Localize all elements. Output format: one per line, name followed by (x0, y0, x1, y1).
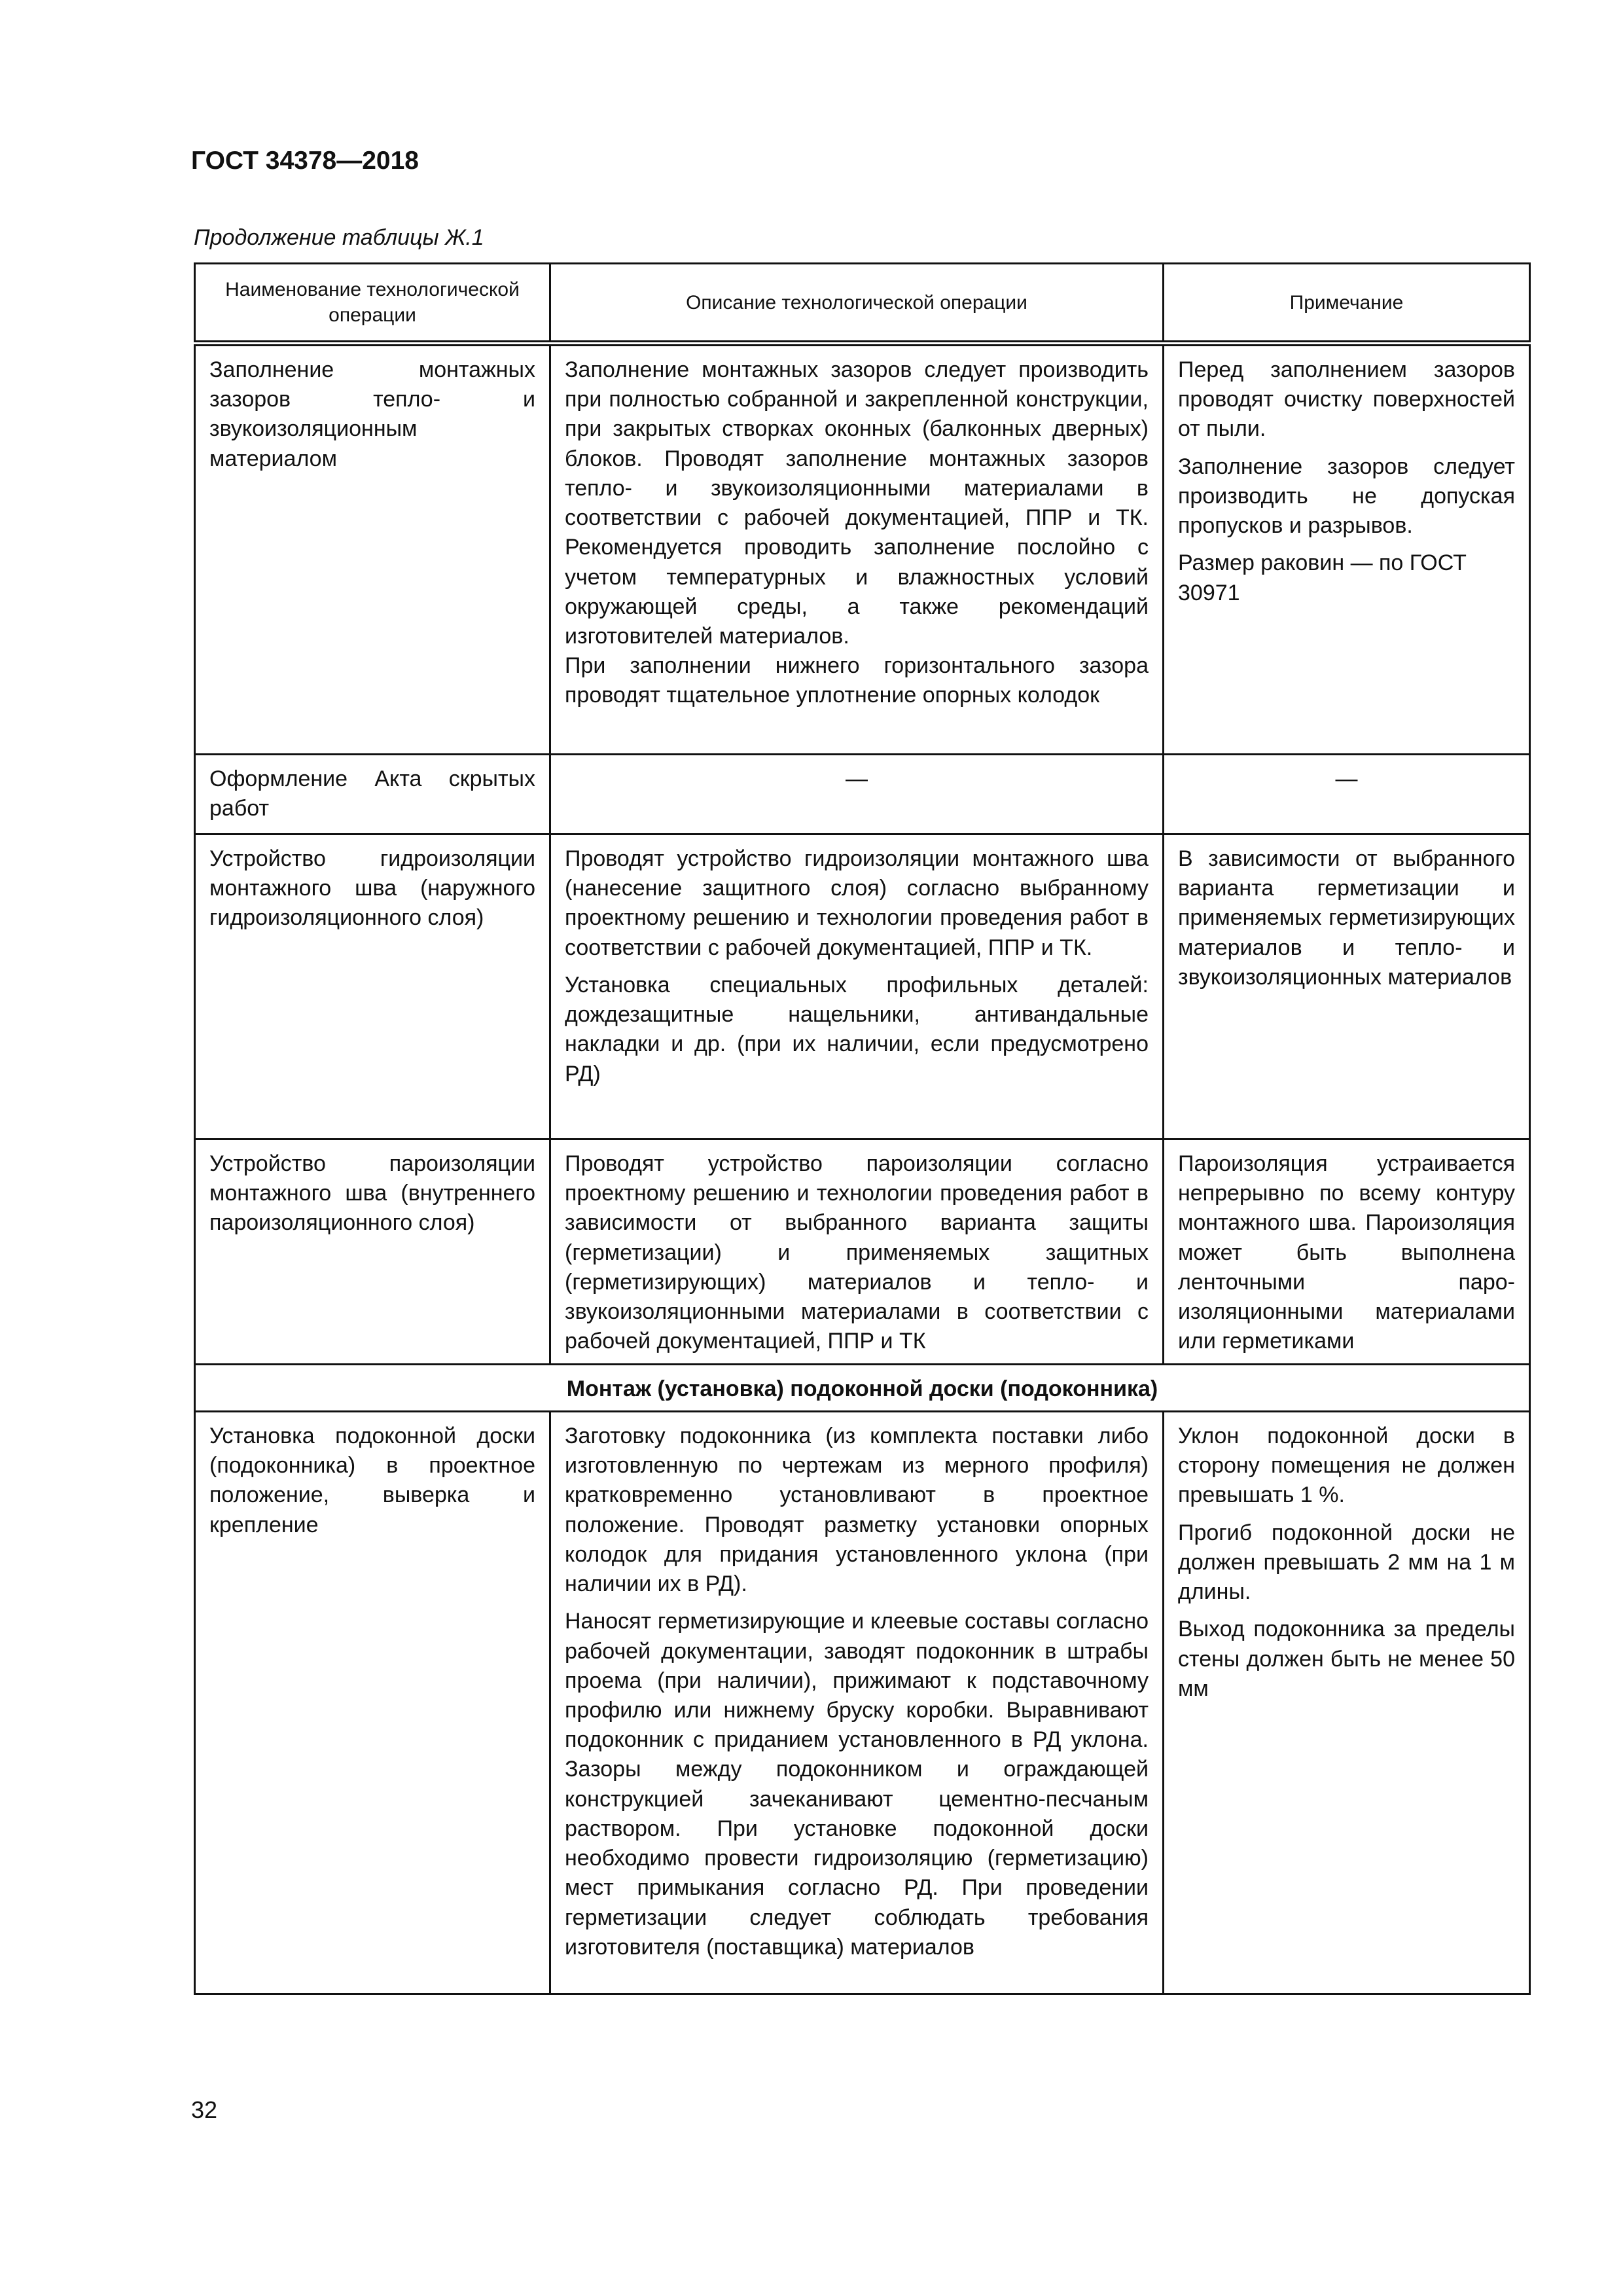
operations-table (194, 262, 1531, 1995)
operation-notes-cell: В зависимости от выбранного варианта герметизации и применяемых герметизирующих материалов и тепло- и звукоизоляционных материалов (1164, 834, 1530, 1139)
operation-name-cell: Устройство гидроизоляции монтажного шва (наружного гидроизоляционного слоя) (195, 834, 550, 1139)
operation-notes-cell: — (1164, 755, 1530, 834)
table-caption: Продолжение таблицы Ж.1 (194, 225, 484, 250)
column-header-notes: Примечание (1164, 264, 1530, 344)
column-header-description: Описание технологической операции (550, 264, 1164, 344)
table-header-row (195, 264, 1530, 344)
operation-notes-cell: Уклон подоконной доски в сторону помещения не должен превышать 1 %. Прогиб подоконной доски не должен превышать 2 мм на 1 м длины. Выход подоконника за пределы стены должен быть не менее 50 мм (1164, 1412, 1530, 1994)
table-row (195, 834, 1530, 1139)
operation-name-cell: Заполнение монтажных зазоров тепло- и звукоизоляционным материалом (195, 344, 550, 755)
operation-description-cell: — (550, 755, 1164, 834)
table-row (195, 1139, 1530, 1365)
operation-notes-cell: Пароизоляция устраивается непрерывно по всему контуру монтажного шва. Пароизоляция может быть выполнена ленточными паро-изоляционными материалами или герметиками (1164, 1139, 1530, 1365)
page-number: 32 (191, 2096, 218, 2123)
operation-name-cell: Оформление Акта скрытых работ (195, 755, 550, 834)
column-header-name: Наименование технологической операции (195, 264, 550, 344)
table-row (195, 755, 1530, 834)
operation-description-cell: Проводят устройство гидроизоляции монтажного шва (нанесение защитного слоя) согласно выбранному проектному решению и технологии проведения работ в соответствии с рабочей документацией, ППР и ТК. Установка специальных профильных деталей: дождезащитные нащельники, антивандальные накладки и др. (при их наличии, если предусмотрено РД) (550, 834, 1164, 1139)
table-row (195, 1412, 1530, 1994)
operation-notes-cell: Перед заполнением зазоров проводят очистку поверхностей от пыли. Заполнение зазоров следует производить не допуская пропусков и разрывов. Размер раковин — по ГОСТ 30971 (1164, 344, 1530, 755)
operation-name-cell: Установка подоконной доски (подоконника) в проектное положение, выверка и крепление (195, 1412, 550, 1994)
operation-name-cell: Устройство пароизоляции монтажного шва (внутреннего пароизоляционного слоя) (195, 1139, 550, 1365)
section-title: Монтаж (установка) подоконной доски (подоконника) (195, 1365, 1530, 1412)
operation-description-cell: Проводят устройство пароизоляции согласно проектному решению и технологии проведения работ в зависимости от выбранного варианта защиты (герметизации) и применяемых защитных (герметизирующих) материалов и тепло- и звукоизоляционными материалами в соответствии с рабочей документацией, ППР и ТК (550, 1139, 1164, 1365)
section-heading-row (195, 1365, 1530, 1412)
document-code: ГОСТ 34378—2018 (191, 147, 419, 175)
operation-description-cell: Заполнение монтажных зазоров следует производить при полностью собранной и закрепленной конструкции, при закрытых створках оконных (балконных дверных) блоков. Проводят заполнение монтажных зазоров тепло- и звукоизоляционными материалами в соответствии с рабочей документацией, ППР и ТК. Рекомендуется проводить заполнение послойно с учетом температурных и влажностных условий окружающей среды, а также рекомендаций изготовителей материалов. При заполнении нижнего горизонтального зазора проводят тщательное уплотнение опорных колодок (550, 344, 1164, 755)
table-row (195, 344, 1530, 755)
operation-description-cell: Заготовку подоконника (из комплекта поставки либо изготовленную по чертежам из мерного профиля) кратковременно установливают в проектное положение. Проводят разметку установки опорных колодок для придания установленного уклона (при наличии их в РД). Наносят герметизирующие и клеевые составы согласно рабочей документации, заводят подоконник в штрабы проема (при наличии), прижимают к подставочному профилю или нижнему бруску коробки. Выравнивают подоконник с приданием установленного в РД уклона. Зазоры между подоконником и ограждающей конструкцией зачеканивают цементно-песчаным раствором. При установке подоконной доски необходимо провести гидроизоляцию (герметизацию) мест примыкания согласно РД. При проведении герметизации следует соблюдать требования изготовителя (поставщика) материалов (550, 1412, 1164, 1994)
